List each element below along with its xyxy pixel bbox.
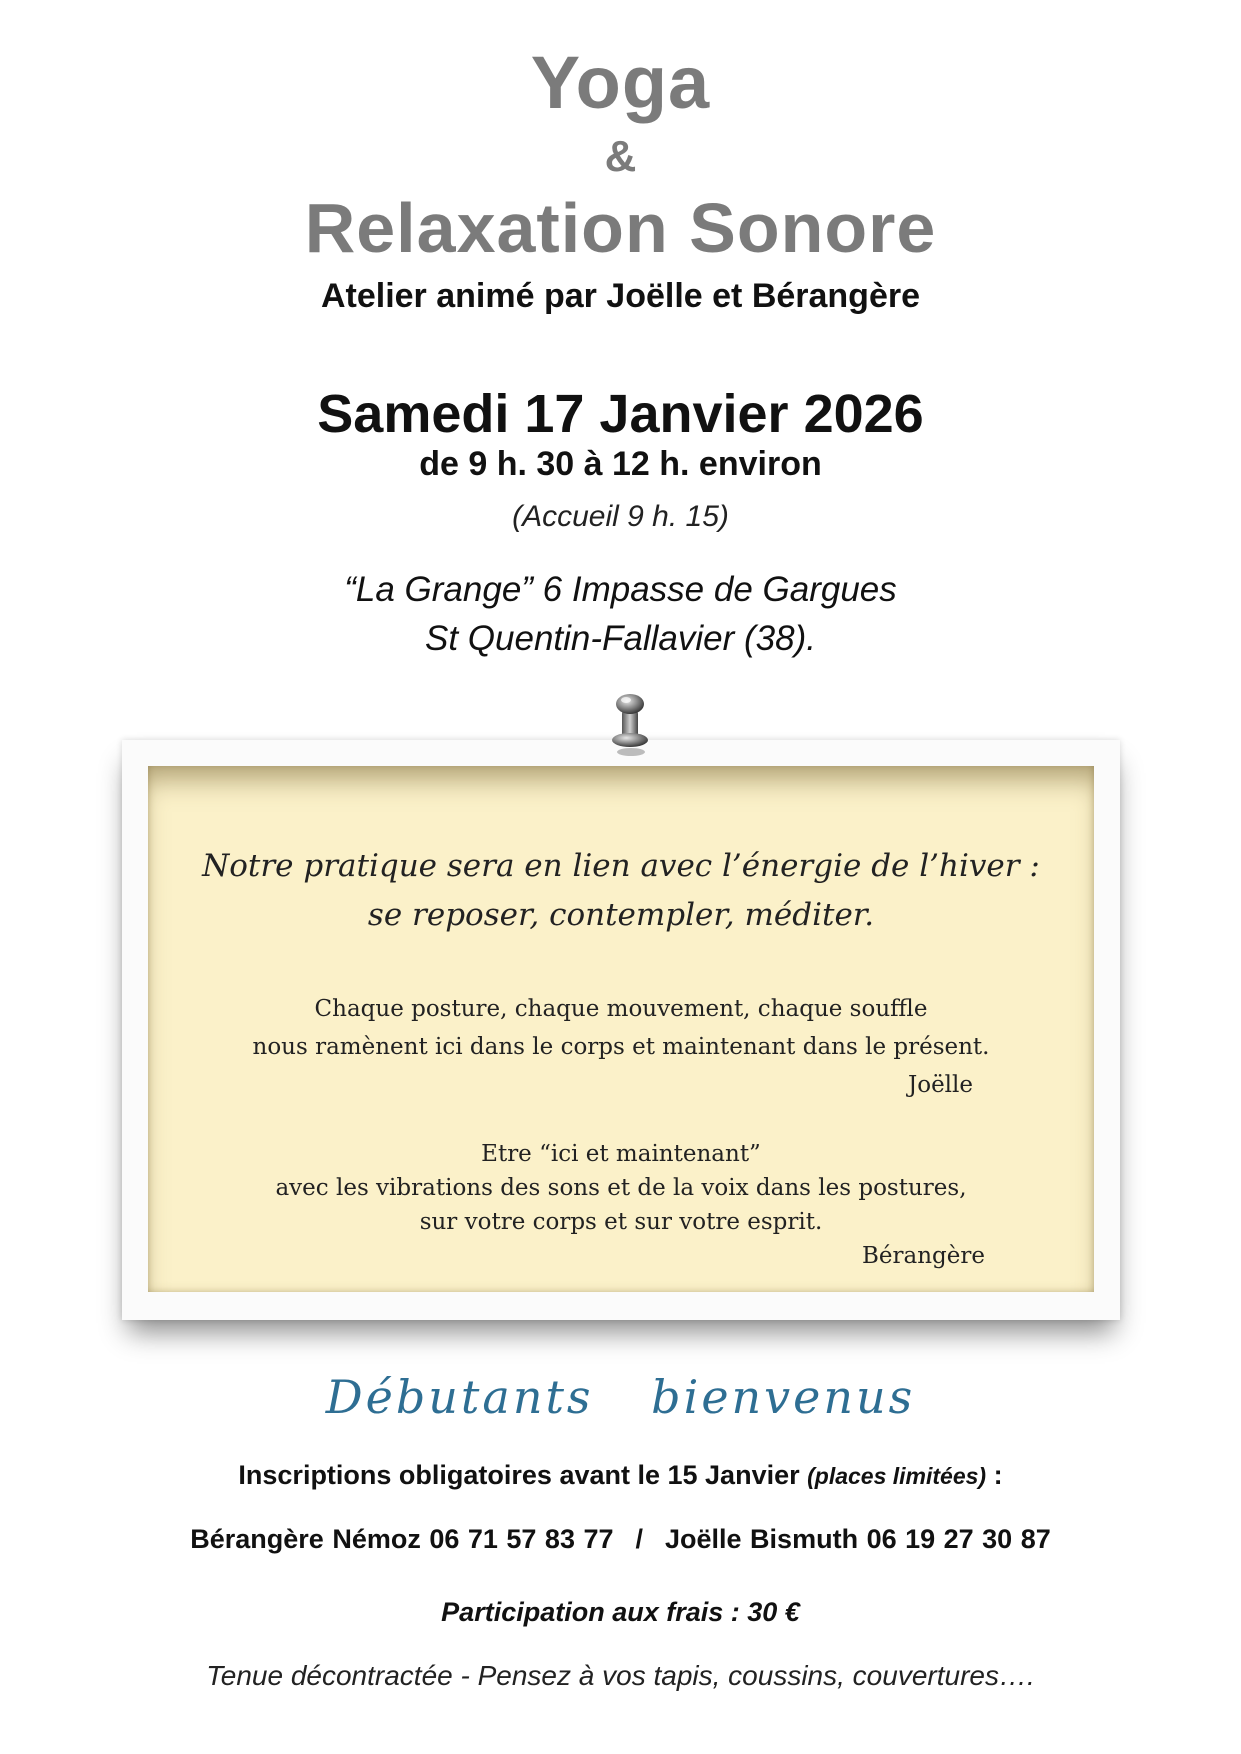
inscriptions-end: : bbox=[986, 1460, 1003, 1490]
event-accueil: (Accueil 9 h. 15) bbox=[512, 500, 729, 533]
note-signature-berangere: Bérangère bbox=[862, 1243, 985, 1269]
event-address-line2: St Quentin-Fallavier (38). bbox=[425, 619, 816, 658]
welcome-message: Débutants bienvenus bbox=[325, 1370, 916, 1424]
note-quote-line2: se reposer, contempler, méditer. bbox=[367, 897, 875, 933]
inscriptions-line bbox=[0, 1460, 1241, 1491]
note-paragraph2-line3: sur votre corps et sur votre esprit. bbox=[419, 1209, 823, 1235]
note-frame bbox=[122, 740, 1120, 1320]
note-paragraph2-line2: avec les vibrations des sons et de la voix dans les postures, bbox=[275, 1175, 967, 1201]
title-relaxation-sonore: Relaxation Sonore bbox=[304, 189, 937, 267]
subtitle: Atelier animé par Joëlle et Bérangère bbox=[320, 277, 921, 315]
event-date: Samedi 17 Janvier 2026 bbox=[317, 384, 924, 444]
note-paragraph2-line1: Etre “ici et maintenant” bbox=[481, 1141, 761, 1167]
contact-joelle: Joëlle Bismuth 06 19 27 30 87 bbox=[665, 1524, 1051, 1554]
note-quote-line1: Notre pratique sera en lien avec l’énergie de l’hiver : bbox=[202, 848, 1040, 884]
note-signature-joelle: Joëlle bbox=[908, 1072, 974, 1098]
event-address-line1: “La Grange” 6 Impasse de Gargues bbox=[344, 570, 897, 609]
inscriptions-note: (places limitées) bbox=[807, 1463, 987, 1489]
contact-separator: / bbox=[635, 1524, 644, 1554]
note-paragraph1-line1: Chaque posture, chaque mouvement, chaque souffle bbox=[314, 996, 928, 1022]
event-time: de 9 h. 30 à 12 h. environ bbox=[419, 445, 822, 483]
fees-line: Participation aux frais : 30 € bbox=[441, 1597, 800, 1627]
tenue-line: Tenue décontractée - Pensez à vos tapis, coussins, couvertures…. bbox=[206, 1660, 1035, 1691]
note-paragraph1-line2: nous ramènent ici dans le corps et maintenant dans le présent. bbox=[252, 1034, 990, 1060]
inscriptions-main: Inscriptions obligatoires avant le 15 Janvier bbox=[238, 1460, 808, 1490]
note-paper bbox=[148, 766, 1094, 1292]
contacts-line bbox=[0, 1524, 1241, 1555]
title-ampersand: & bbox=[604, 132, 637, 181]
contact-berangere: Bérangère Némoz 06 71 57 83 77 bbox=[190, 1524, 614, 1554]
push-pin-icon bbox=[602, 688, 658, 758]
title-yoga: Yoga bbox=[530, 41, 711, 124]
